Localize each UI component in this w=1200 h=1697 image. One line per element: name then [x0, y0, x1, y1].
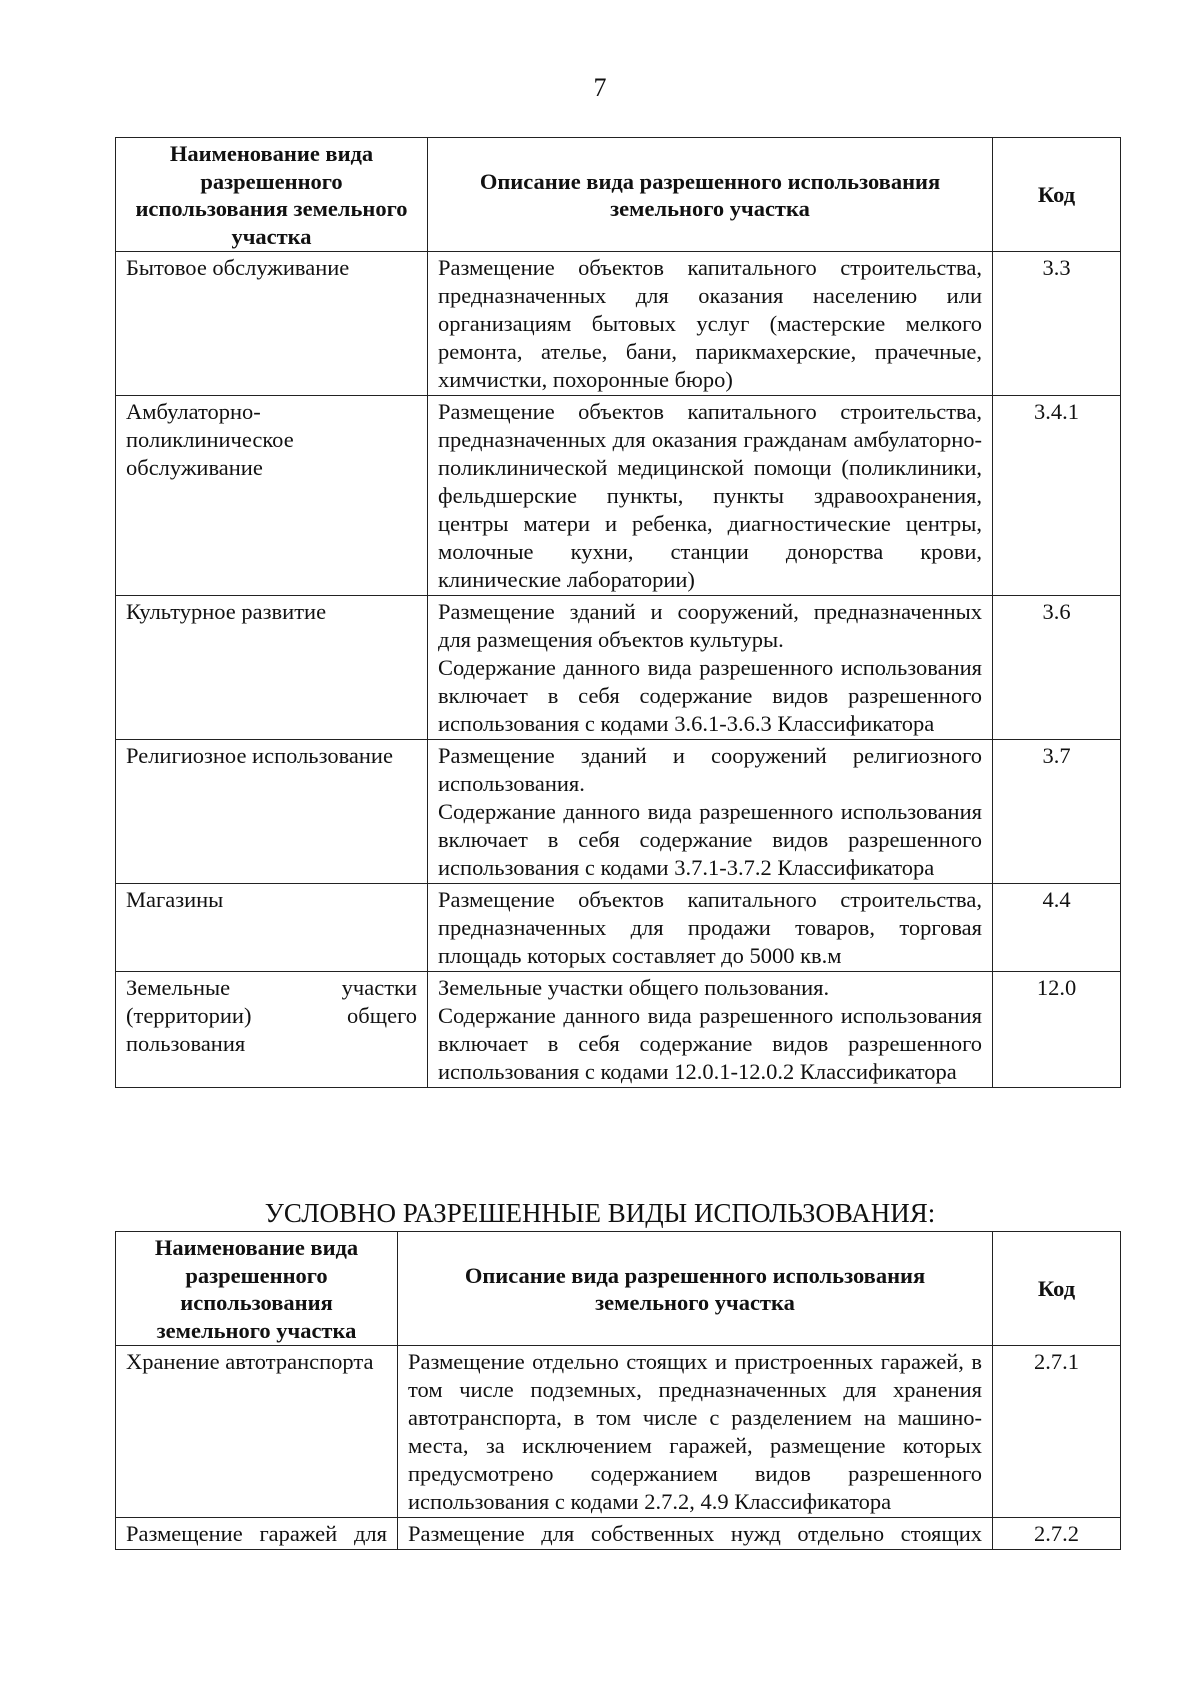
table-row: [116, 396, 1121, 596]
permitted-uses-table: [115, 137, 1121, 1088]
row-name: Религиозное использование: [116, 740, 428, 884]
table-header-row: [116, 138, 1121, 252]
row-description: Размещение объектов капитального строительства, предназначенных для оказания населению или организациям бытовых услуг (мастерские мелкого ремонта, ателье, бани, парикмахерские, прачечные, химчистки, похоронные бюро): [428, 252, 993, 396]
row-description-extra: Содержание данного вида разрешенного использования включает в себя содержание видов разрешенного использования с кодами 3.6.1-3.6.3 Классификатора: [438, 655, 982, 736]
table-row: [116, 972, 1121, 1088]
row-description: Земельные участки общего пользования.: [438, 975, 830, 1000]
row-description: Размещение объектов капитального строительства, предназначенных для продажи товаров, торговая площадь которых составляет до 5000 кв.м: [428, 884, 993, 972]
table-row: [116, 1346, 1121, 1518]
row-code: 2.7.1: [993, 1346, 1121, 1518]
table-row: [116, 740, 1121, 884]
row-name: Культурное развитие: [116, 596, 428, 740]
header-name: Наименование вида разрешенного использования земельного участка: [116, 138, 428, 252]
row-code: 3.4.1: [993, 396, 1121, 596]
table-header-row: [116, 1232, 1121, 1346]
row-code: 3.7: [993, 740, 1121, 884]
row-code: 2.7.2: [993, 1518, 1121, 1550]
row-code: 12.0: [993, 972, 1121, 1088]
header-description: Описание вида разрешенного использования земельного участка: [398, 1232, 993, 1346]
table-row: [116, 252, 1121, 396]
row-code: 4.4: [993, 884, 1121, 972]
row-description-cell: [428, 740, 993, 884]
row-description-cell: [428, 596, 993, 740]
page-number: 7: [593, 73, 607, 102]
header-description: Описание вида разрешенного использования земельного участка: [428, 138, 993, 252]
row-code: 3.3: [993, 252, 1121, 396]
row-name: Амбулаторно-поликлиническое обслуживание: [116, 396, 428, 596]
row-description-extra: Содержание данного вида разрешенного использования включает в себя содержание видов разрешенного использования с кодами 12.0.1-12.0.2 Классификатора: [438, 1003, 982, 1084]
row-description-extra: Содержание данного вида разрешенного использования включает в себя содержание видов разрешенного использования с кодами 3.7.1-3.7.2 Классификатора: [438, 799, 982, 880]
header-code: Код: [993, 1232, 1121, 1346]
row-description-cell: [428, 972, 993, 1088]
row-description: Размещение зданий и сооружений религиозного использования.: [438, 743, 982, 796]
row-description: Размещение для собственных нужд отдельно стоящих: [398, 1518, 993, 1550]
section-heading: УСЛОВНО РАЗРЕШЕННЫЕ ВИДЫ ИСПОЛЬЗОВАНИЯ:: [264, 1198, 936, 1228]
row-name: Хранение автотранспорта: [116, 1346, 398, 1518]
row-name: Размещение гаражей для: [116, 1518, 398, 1550]
row-name: Земельные участки (территории) общего пользования: [116, 972, 428, 1088]
row-description: Размещение объектов капитального строительства, предназначенных для оказания гражданам амбулаторно-поликлинической медицинской помощи (поликлиники, фельдшерские пункты, пункты здравоохранения, центры матери и ребенка, диагностические центры, молочные кухни, станции донорства крови, клинические лаборатории): [428, 396, 993, 596]
row-description: Размещение зданий и сооружений, предназначенных для размещения объектов культуры.: [438, 599, 982, 652]
table-row: [116, 596, 1121, 740]
header-name: Наименование вида разрешенного использования земельного участка: [116, 1232, 398, 1346]
row-name: Магазины: [116, 884, 428, 972]
row-description: Размещение отдельно стоящих и пристроенных гаражей, в том числе подземных, предназначенных для хранения автотранспорта, в том числе с разделением на машино-места, за исключением гаражей, размещение которых предусмотрено содержанием видов разрешенного использования с кодами 2.7.2, 4.9 Классификатора: [398, 1346, 993, 1518]
header-code: Код: [993, 138, 1121, 252]
row-name: Бытовое обслуживание: [116, 252, 428, 396]
table-row: [116, 884, 1121, 972]
conditional-uses-table: [115, 1231, 1121, 1550]
row-code: 3.6: [993, 596, 1121, 740]
table-row: [116, 1518, 1121, 1550]
